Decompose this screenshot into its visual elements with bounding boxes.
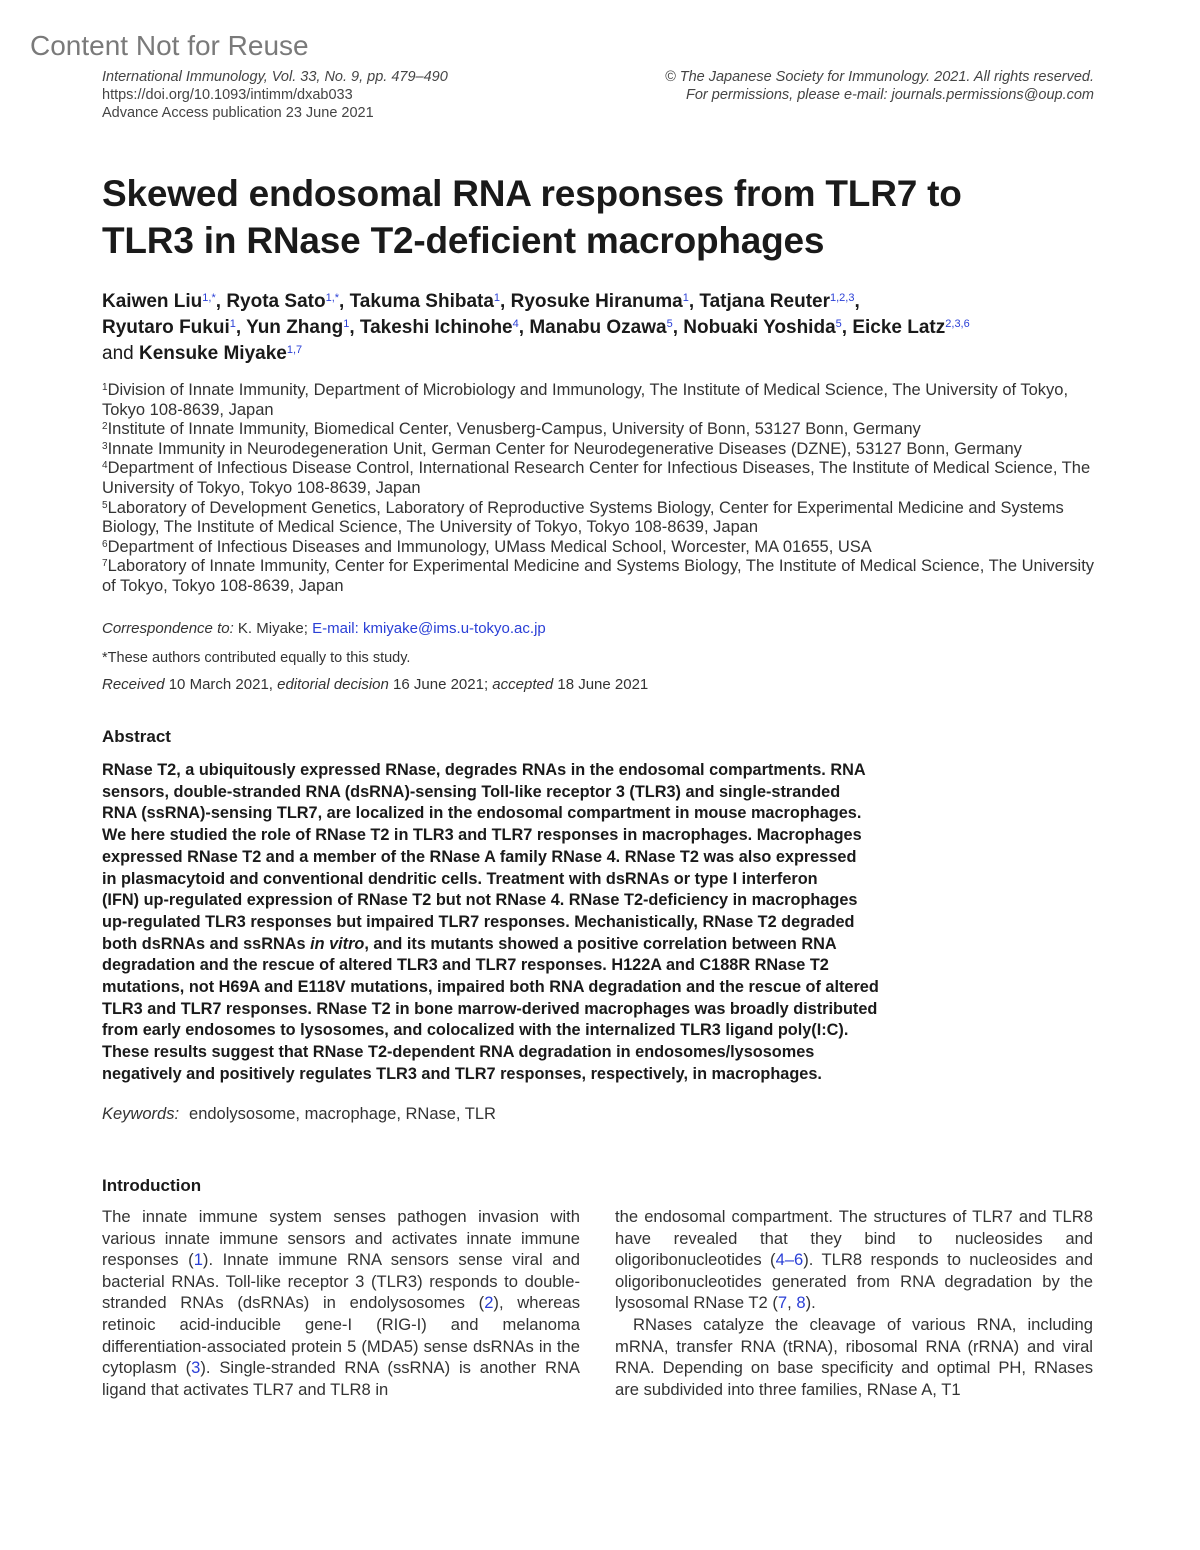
abstract-line: (IFN) up-regulated expression of RNase T2 but not RNase 4. RNase T2-deficiency in macrophages [102, 891, 858, 910]
affiliation-text: Department of Infectious Disease Control, International Research Center for Infectious Diseases, The Institute of Medical Science, The University of Tokyo, Tokyo 108-8639, Japan [102, 459, 1091, 497]
article-title [102, 170, 1102, 264]
author-name: Yun Zhang [246, 317, 344, 338]
author-separator: , [672, 317, 684, 338]
abstract-line: mutations, not H69A and E118V mutations, impaired both RNA degradation and the rescue of altered [102, 978, 879, 997]
abstract-line: expressed RNase T2 and a member of the RNase A family RNase 4. RNase T2 was also expressed [102, 847, 857, 866]
affiliation-number: 6 [102, 538, 108, 550]
permissions-text: For permissions, please e-mail: journals.permissions@oup.com [686, 87, 1094, 103]
abstract-line: degradation and the rescue of altered TLR3 and TLR7 responses. H122A and C188R RNase T2 [102, 956, 829, 975]
affiliation-number: 2 [102, 421, 108, 433]
intro-text: the endosomal compartment. The structures of TLR7 and TLR8 have revealed that they bind to nucleosides and oligoribonucleotides ( [615, 1207, 1093, 1270]
author-line-3 [102, 341, 1102, 367]
author-affiliation-mark[interactable]: 1,2,3 [830, 292, 855, 304]
abstract-line: RNase T2, a ubiquitously expressed RNase, degrades RNAs in the endosomal compartments. RNA [102, 761, 866, 779]
author-separator: , [339, 291, 350, 312]
author-affiliation-mark[interactable]: 5 [835, 318, 842, 330]
abstract-italic-text: in vitro [310, 934, 365, 953]
advance-access-date: Advance Access publication 23 June 2021 [102, 105, 374, 121]
author-name: Ryutaro Fukui [102, 317, 230, 338]
affiliation-item [102, 381, 1102, 420]
author-name: Manabu Ozawa [529, 317, 667, 338]
journal-citation: International Immunology, Vol. 33, No. 9, pp. 479–490 [102, 69, 448, 85]
affiliation-number: 7 [102, 558, 108, 570]
citation-link[interactable]: 2 [484, 1293, 494, 1313]
abstract-text: both dsRNAs and ssRNAs [102, 934, 306, 953]
citation-link[interactable]: 3 [191, 1358, 201, 1378]
keywords-list: endolysosome, macrophage, RNase, TLR [189, 1105, 496, 1123]
watermark: Content Not for Reuse [30, 30, 309, 61]
intro-text: ), whereas retinoic acid-inducible gene-I (RIG-I) and melanoma differentiation-associated protein 5 (MDA5) sense dsRNAs in the cytoplasm ( [102, 1293, 581, 1378]
author-list [102, 289, 1102, 367]
intro-paragraph [615, 1206, 1093, 1314]
title-line-1: Skewed endosomal RNA responses from TLR7 to [102, 173, 962, 214]
accepted-label: accepted [492, 676, 554, 693]
abstract-line [102, 934, 947, 956]
intro-paragraph: RNases catalyze the cleavage of various RNA, including mRNA, transfer RNA (tRNA), ribosomal RNA (rRNA) and viral RNA. Depending on base specificity and optimal PH, RNases are subdivided into three families, RNase A, T1 [615, 1314, 1093, 1399]
author-affiliation-mark[interactable]: 4 [512, 318, 519, 330]
author-name: Ryota Sato [226, 291, 326, 312]
intro-text: The innate immune system senses pathogen invasion with various innate immune sensors and activates innate immune responses ( [102, 1207, 580, 1270]
author-line-2 [102, 315, 1102, 341]
author-separator: , [235, 317, 247, 338]
intro-column-right [615, 1206, 1093, 1400]
author-line-1 [102, 289, 1102, 315]
abstract-line: RNA (ssRNA)-sensing TLR7, are localized in the endosomal compartment in mouse macrophages. [102, 804, 862, 823]
author-affiliation-mark[interactable]: 1,7 [286, 344, 303, 356]
abstract-line: from early endosomes to lysosomes, and colocalized with the internalized TLR3 ligand poly(I:C). [102, 1021, 849, 1040]
keywords [102, 1105, 496, 1124]
copyright-text: © The Japanese Society for Immunology. 2021. All rights reserved. [665, 69, 1094, 85]
received-label: Received [102, 676, 165, 693]
affiliation-item [102, 459, 1102, 498]
decision-label: editorial decision [277, 676, 389, 693]
author-name: Kensuke Miyake [138, 343, 287, 364]
intro-text: ). [805, 1293, 816, 1313]
abstract-heading: Abstract [102, 727, 171, 746]
author-separator: , [841, 317, 853, 338]
affiliation-number: 1 [102, 382, 108, 393]
received-date: 10 March 2021, [168, 676, 273, 693]
affiliation-text: Institute of Innate Immunity, Biomedical Center, Venusberg-Campus, University of Bonn, 53127 Bonn, Germany [107, 420, 921, 439]
correspondence-label: Correspondence to: [102, 620, 234, 637]
intro-column-left [102, 1206, 580, 1400]
abstract-line: sensors, double-stranded RNA (dsRNA)-sensing Toll-like receptor 3 (TLR3) and single-stranded [102, 782, 841, 801]
author-affiliation-mark[interactable]: 1 [343, 318, 350, 330]
keywords-label: Keywords: [102, 1105, 180, 1123]
affiliations [102, 381, 1102, 597]
correspondence-email-link[interactable]: E-mail: kmiyake@ims.u-tokyo.ac.jp [312, 620, 546, 637]
author-affiliation-mark[interactable]: 1 [493, 292, 501, 304]
author-separator: , [500, 291, 511, 312]
affiliation-item [102, 557, 1102, 596]
doi-link[interactable]: https://doi.org/10.1093/intimm/dxab033 [102, 87, 353, 103]
affiliation-number: 3 [102, 440, 108, 452]
author-affiliation-mark[interactable]: 1 [229, 318, 236, 330]
abstract-line: in plasmacytoid and conventional dendritic cells. Treatment with dsRNAs or type I interferon [102, 869, 818, 888]
intro-text: ). Innate immune RNA sensors sense viral and bacterial RNAs. Toll-like receptor 3 (TLR3) responds to double-stranded RNAs (dsRNAs) in endolysosomes ( [102, 1250, 580, 1313]
affiliation-text: Division of Innate Immunity, Department of Microbiology and Immunology, The Institute of Medical Science, The University of Tokyo, Tokyo 108-8639, Japan [102, 381, 1069, 419]
abstract-line: These results suggest that RNase T2-dependent RNA degradation in endosomes/lysosomes [102, 1043, 815, 1062]
affiliation-item [102, 440, 1102, 460]
citation-link[interactable]: 1 [193, 1250, 203, 1270]
author-separator: , [854, 291, 860, 312]
author-name: Eicke Latz [852, 317, 946, 338]
introduction-heading: Introduction [102, 1176, 202, 1195]
intro-text: , [787, 1293, 797, 1313]
author-name: Nobuaki Yoshida [683, 317, 836, 338]
intro-text: ). Single-stranded RNA (ssRNA) is another RNA ligand that activates TLR7 and TLR8 in [102, 1358, 580, 1399]
affiliation-text: Department of Infectious Diseases and Immunology, UMass Medical School, Worcester, MA 01655, USA [107, 537, 872, 556]
author-name: Ryosuke Hiranuma [510, 291, 683, 312]
author-affiliation-mark[interactable]: 1,* [325, 292, 340, 304]
affiliation-item [102, 538, 1102, 558]
citation-link[interactable]: 4–6 [775, 1250, 804, 1270]
article-dates [102, 676, 648, 693]
abstract-line: TLR3 and TLR7 responses. RNase T2 in bone marrow-derived macrophages was broadly distributed [102, 999, 878, 1018]
abstract-line: negatively and positively regulates TLR3 and TLR7 responses, respectively, in macrophages. [102, 1064, 822, 1083]
abstract-line: We here studied the role of RNase T2 in TLR3 and TLR7 responses in macrophages. Macrophages [102, 826, 862, 845]
accepted-date: 18 June 2021 [557, 676, 649, 693]
intro-text: ). TLR8 responds to nucleosides and oligoribonucleotides generated from RNA degradation by the lysosomal RNase T2 ( [615, 1250, 1093, 1313]
author-name: Takuma Shibata [349, 291, 494, 312]
decision-date: 16 June 2021; [393, 676, 489, 693]
intro-paragraph [102, 1206, 580, 1400]
author-separator: , [349, 317, 360, 338]
citation-link[interactable]: 7 [777, 1293, 788, 1313]
author-name: Tatjana Reuter [699, 291, 830, 312]
title-line-2: TLR3 in RNase T2-deficient macrophages [102, 220, 825, 261]
correspondence-name: K. Miyake; [237, 620, 308, 637]
abstract-text: , and its mutants showed a positive correlation between RNA [364, 934, 837, 953]
affiliation-number: 5 [102, 499, 108, 511]
author-separator: , [518, 317, 530, 338]
correspondence [102, 620, 546, 637]
author-name: Takeshi Ichinohe [359, 317, 513, 338]
equal-contribution-note: *These authors contributed equally to this study. [102, 650, 411, 666]
affiliation-item [102, 499, 1102, 538]
abstract-line: up-regulated TLR3 responses but impaired TLR7 responses. Mechanistically, RNase T2 degraded [102, 912, 855, 931]
citation-link[interactable]: 8 [796, 1293, 806, 1313]
author-affiliation-mark[interactable]: 1,* [202, 292, 216, 304]
author-separator: , [215, 291, 227, 312]
affiliation-number: 4 [102, 460, 108, 472]
affiliation-text: Innate Immunity in Neurodegeneration Unit, German Center for Neurodegenerative Diseases (DZNE), 53127 Bonn, Germany [107, 439, 1022, 458]
abstract-body [102, 760, 947, 1086]
copyright-block [665, 68, 1094, 104]
affiliation-item [102, 420, 1102, 440]
authors-and: and [102, 343, 134, 364]
author-separator: , [688, 291, 700, 312]
author-affiliation-mark[interactable]: 1 [682, 292, 689, 304]
author-affiliation-mark[interactable]: 2,3,6 [945, 318, 970, 330]
author-name: Kaiwen Liu [102, 291, 203, 312]
affiliation-text: Laboratory of Development Genetics, Laboratory of Reproductive Systems Biology, Center for Experimental Medicine and Systems Biology, The Institute of Medical Science, The University of Tokyo, Tokyo 108-8639, Japan [102, 498, 1064, 537]
affiliation-text: Laboratory of Innate Immunity, Center for Experimental Medicine and Systems Biology, The Institute of Medical Science, The University of Tokyo, Tokyo 108-8639, Japan [102, 557, 1095, 595]
journal-header [102, 68, 448, 122]
author-affiliation-mark[interactable]: 5 [666, 318, 673, 330]
